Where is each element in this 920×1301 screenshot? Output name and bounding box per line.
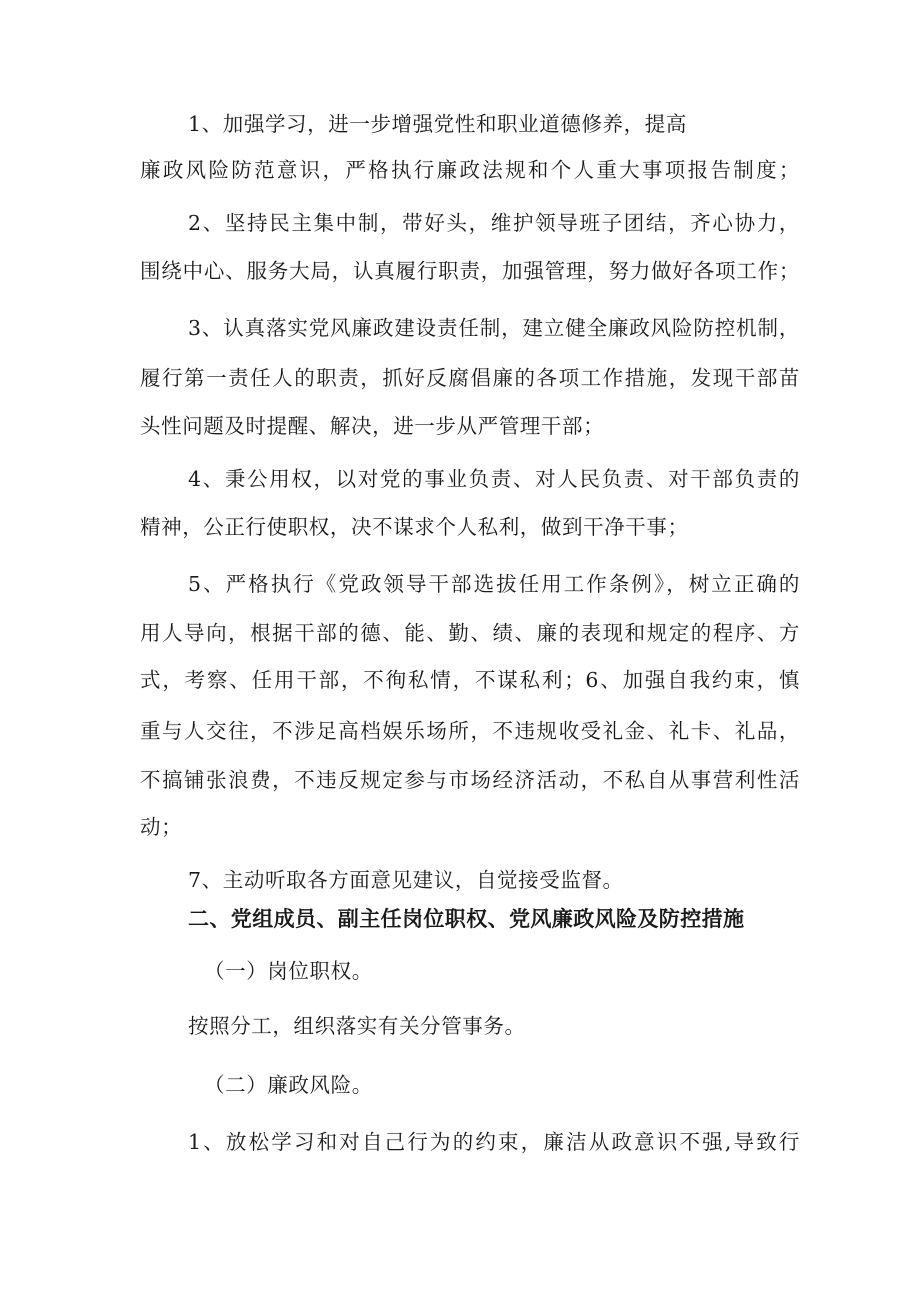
paragraph-5-line-1: 5、严格执行《党政领导干部选拔任用工作条例》，树立正确的	[188, 572, 800, 596]
paragraph-5-line-4: 重与人交往，不涉足高档娱乐场所，不违规收受礼金、礼卡、礼品，	[140, 719, 800, 743]
paragraph-2-line-2: 围绕中心、服务大局，认真履行职责，加强管理，努力做好各项工作；	[140, 259, 800, 283]
paragraph-5-line-5: 不搞铺张浪费，不违反规定参与市场经济活动，不私自从事营利性活	[140, 768, 800, 792]
paragraph-4-line-1: 4、秉公用权，以对党的事业负责、对人民负责、对干部负责的	[188, 467, 800, 491]
paragraph-2-line-1: 2、坚持民主集中制，带好头，维护领导班子团结，齐心协力，	[188, 211, 800, 235]
paragraph-5-line-2: 用人导向，根据干部的德、能、勤、绩、廉的表现和规定的程序、方	[140, 621, 800, 645]
paragraph-3-line-1: 3、认真落实党风廉政建设责任制，建立健全廉政风险防控机制，	[188, 316, 800, 340]
section-heading: 二、党组成员、副主任岗位职权、党风廉政风险及防控措施	[188, 907, 745, 931]
paragraph-3-line-2: 履行第一责任人的职责，抓好反腐倡廉的各项工作措施，发现干部苗	[140, 366, 800, 390]
paragraph-1-line-1: 1、加强学习，进一步增强党性和职业道德修养，提高	[188, 112, 687, 136]
risks-paragraph-line-1: 1、放松学习和对自己行为的约束，廉洁从政意识不强,导致行	[188, 1130, 800, 1154]
subsection-title-duties: （一）岗位职权。	[204, 959, 373, 983]
duties-paragraph: 按照分工，组织落实有关分管事务。	[188, 1014, 526, 1038]
paragraph-5-line-6: 动；	[140, 815, 183, 839]
paragraph-3-line-3: 头性问题及时提醒、解决，进一步从严管理干部；	[140, 414, 605, 438]
paragraph-4-line-2: 精神，公正行使职权，决不谋求个人私利，做到干净干事；	[140, 515, 689, 539]
paragraph-7-line-1: 7、主动听取各方面意见建议，自觉接受监督。	[188, 868, 624, 892]
paragraph-5-line-3: 式，考察、任用干部，不徇私情，不谋私利；6、加强自我约束，慎	[140, 668, 800, 692]
subsection-title-risks: （二）廉政风险。	[204, 1073, 373, 1097]
paragraph-1-line-2: 廉政风险防范意识，严格执行廉政法规和个人重大事项报告制度；	[140, 158, 800, 182]
